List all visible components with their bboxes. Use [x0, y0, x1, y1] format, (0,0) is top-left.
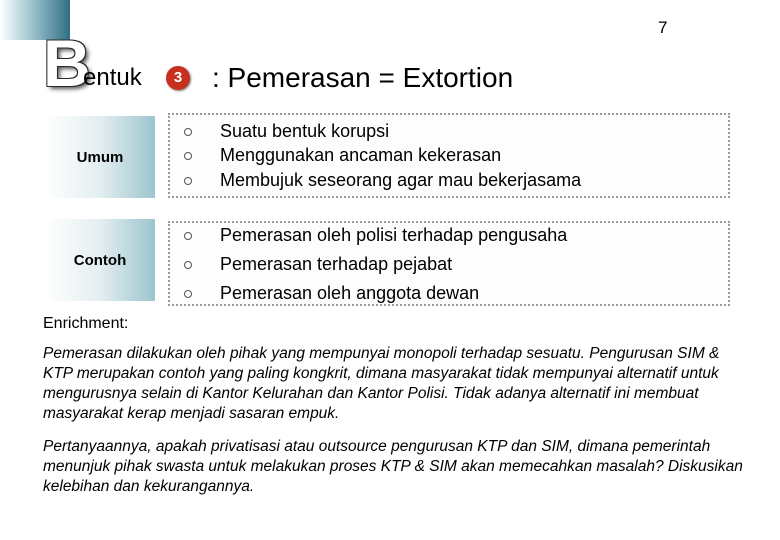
enrichment-paragraph-1: Pemerasan dilakukan oleh pihak yang mempunyai monopoli terhadap sesuatu. Pengurusan SIM & KTP merupakan contoh yang paling kongkrit, dimana masyarakat tidak mempunyai alternatif untuk mengurusnya selain di Kantor Kelurahan dan Kantor Polisi. Tidak adanya alternatif ini membuat masyarakat kerap menjadi sasaran empuk.: [43, 345, 720, 422]
list-item: [170, 283, 730, 307]
list-item: [170, 121, 730, 145]
bullet-circle-icon: [184, 232, 192, 240]
bullet-circle-icon: [184, 177, 192, 185]
list-item-text: Suatu bentuk korupsi: [220, 121, 390, 141]
enrichment-label: Enrichment:: [43, 315, 129, 332]
list-item: [170, 225, 730, 249]
title-initial-letter: B: [43, 26, 91, 100]
list-item-text: Pemerasan terhadap pejabat: [220, 254, 453, 274]
list-item: [170, 145, 730, 169]
umum-bullet-panel: [168, 113, 730, 198]
category-umum: [45, 116, 155, 198]
category-contoh-label: Contoh: [73, 251, 127, 269]
bullet-circle-icon: [184, 128, 192, 136]
bullet-circle-icon: [184, 152, 192, 160]
list-item: [170, 254, 730, 278]
bullet-circle-icon: [184, 261, 192, 269]
category-contoh: [45, 219, 155, 301]
page-number: 7: [658, 18, 668, 37]
bullet-circle-icon: [184, 290, 192, 298]
category-umum-label: Umum: [76, 148, 124, 166]
list-item-text: Pemerasan oleh anggota dewan: [220, 283, 480, 303]
list-item-text: Membujuk seseorang agar mau bekerjasama: [220, 170, 582, 190]
contoh-bullet-panel: [168, 221, 730, 306]
list-item-text: Menggunakan ancaman kekerasan: [220, 145, 502, 165]
list-item: [170, 170, 730, 194]
section-number-badge: 3: [166, 66, 190, 90]
list-item-text: Pemerasan oleh polisi terhadap pengusaha: [220, 225, 568, 245]
enrichment-paragraph-2: Pertanyaannya, apakah privatisasi atau outsource pengurusan KTP dan SIM, dimana pemerintah menunjuk pihak swasta untuk melakukan proses KTP & SIM akan memecahkan masalah? Diskusikan kelebihan dan kekurangannya.: [43, 438, 743, 495]
page-title: : Pemerasan = Extortion: [212, 62, 514, 93]
title-word: entuk: [83, 64, 142, 91]
